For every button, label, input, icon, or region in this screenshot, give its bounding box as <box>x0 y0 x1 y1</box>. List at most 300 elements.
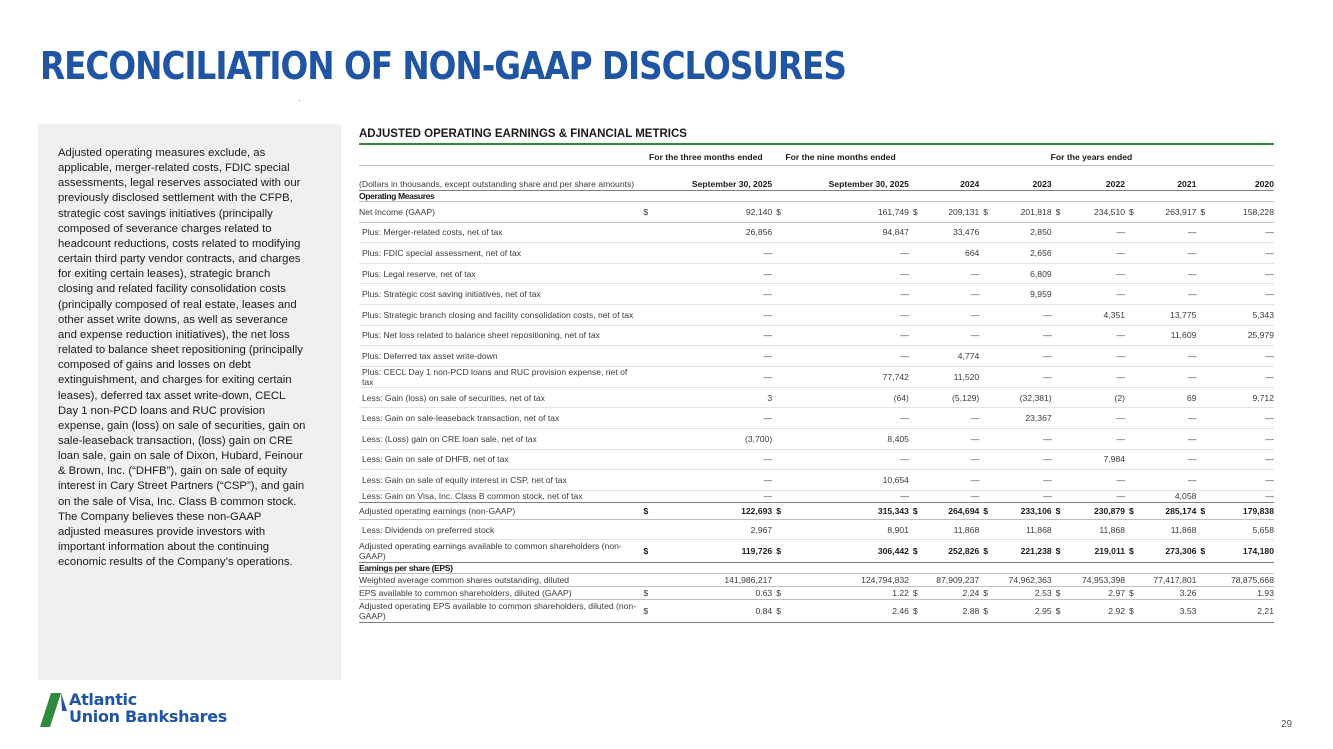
value-cell: — <box>1211 449 1274 470</box>
value-cell: 209,131 <box>924 202 979 223</box>
value-cell: — <box>924 490 979 502</box>
currency-symbol: $ <box>1052 540 1067 563</box>
currency-symbol <box>909 366 924 387</box>
currency-symbol <box>772 346 787 367</box>
table-row <box>359 202 1274 223</box>
value-cell: — <box>655 346 773 367</box>
value-cell: 11,868 <box>924 519 979 540</box>
table-row <box>359 325 1274 346</box>
value-cell: — <box>787 304 909 325</box>
value-cell: 69 <box>1140 387 1196 408</box>
value-cell: — <box>1211 408 1274 429</box>
value-cell: — <box>924 284 979 305</box>
column-header: 2023 <box>979 166 1051 191</box>
value-cell: — <box>1067 284 1125 305</box>
value-cell: 2,850 <box>994 222 1051 243</box>
currency-symbol: $ <box>979 540 994 563</box>
value-cell: 158,228 <box>1211 202 1274 223</box>
currency-symbol <box>772 408 787 429</box>
period-three-months: For the three months ended <box>639 148 772 166</box>
table-row <box>359 408 1274 429</box>
value-cell: (2) <box>1067 387 1125 408</box>
currency-symbol: $ <box>639 587 654 600</box>
currency-symbol <box>979 490 994 502</box>
value-cell: 78,875,668 <box>1211 574 1274 587</box>
currency-symbol <box>772 222 787 243</box>
table-row <box>359 449 1274 470</box>
row-label: Plus: Merger-related costs, net of tax <box>359 222 639 243</box>
currency-symbol: $ <box>909 587 924 600</box>
value-cell: 8,901 <box>787 519 909 540</box>
value-cell: 92,140 <box>655 202 773 223</box>
currency-symbol: $ <box>772 540 787 563</box>
currency-symbol: $ <box>909 202 924 223</box>
currency-symbol <box>1052 243 1067 264</box>
value-cell: (5,129) <box>924 387 979 408</box>
value-cell: — <box>655 408 773 429</box>
value-cell: — <box>1140 346 1196 367</box>
table-row <box>359 502 1274 519</box>
value-cell: 119,726 <box>655 540 773 563</box>
currency-symbol <box>909 428 924 449</box>
row-label: Adjusted operating EPS available to common shareholders, diluted (non-GAAP) <box>359 600 639 623</box>
row-label: Less: Gain (loss) on sale of securities, net of tax <box>359 387 639 408</box>
table-row <box>359 346 1274 367</box>
value-cell: — <box>1067 243 1125 264</box>
value-cell: 306,442 <box>787 540 909 563</box>
value-cell: — <box>924 428 979 449</box>
value-cell: 219,011 <box>1067 540 1125 563</box>
currency-symbol <box>1052 387 1067 408</box>
currency-symbol <box>772 304 787 325</box>
logo-line-2: Union Bankshares <box>69 707 228 726</box>
currency-symbol <box>639 449 654 470</box>
currency-symbol <box>772 490 787 502</box>
currency-symbol <box>639 243 654 264</box>
table-row <box>359 284 1274 305</box>
value-cell: 2,967 <box>655 519 773 540</box>
currency-symbol: $ <box>1196 540 1211 563</box>
value-cell: — <box>655 449 773 470</box>
currency-symbol <box>1125 387 1140 408</box>
currency-symbol: $ <box>772 202 787 223</box>
currency-symbol: $ <box>979 587 994 600</box>
value-cell: — <box>1067 366 1125 387</box>
currency-symbol <box>639 428 654 449</box>
value-cell: 23,367 <box>994 408 1051 429</box>
currency-symbol: $ <box>1125 600 1140 623</box>
currency-symbol <box>772 470 787 491</box>
currency-symbol <box>772 449 787 470</box>
currency-symbol: $ <box>909 600 924 623</box>
value-cell: — <box>1140 284 1196 305</box>
value-cell: 2,656 <box>994 243 1051 264</box>
currency-symbol <box>909 284 924 305</box>
value-cell: — <box>994 449 1051 470</box>
page-number: 29 <box>1281 719 1293 730</box>
currency-symbol <box>1125 428 1140 449</box>
table-row <box>359 490 1274 502</box>
currency-symbol: $ <box>1196 502 1211 519</box>
currency-symbol <box>772 243 787 264</box>
value-cell: 0.63 <box>655 587 773 600</box>
sidebar-note-panel <box>38 124 341 680</box>
currency-symbol <box>639 519 654 540</box>
row-label: Plus: Legal reserve, net of tax <box>359 263 639 284</box>
currency-symbol: $ <box>1125 587 1140 600</box>
row-label: Less: Gain on sale of DHFB, net of tax <box>359 449 639 470</box>
operating-measures-label: Operating Measures <box>359 191 1274 202</box>
currency-symbol <box>1052 449 1067 470</box>
currency-symbol <box>1052 304 1067 325</box>
value-cell: 2.97 <box>1067 587 1125 600</box>
currency-symbol <box>979 428 994 449</box>
value-cell: 124,794,832 <box>787 574 909 587</box>
currency-symbol <box>1125 519 1140 540</box>
value-cell: 234,510 <box>1067 202 1125 223</box>
row-label: Plus: Net loss related to balance sheet repositioning, net of tax <box>359 325 639 346</box>
value-cell: — <box>655 284 773 305</box>
currency-symbol <box>909 490 924 502</box>
column-header-row <box>359 166 1274 191</box>
value-cell: 13,775 <box>1140 304 1196 325</box>
eps-section-label: Earnings per share (EPS) <box>359 563 1274 574</box>
currency-symbol <box>909 243 924 264</box>
section-title: ADJUSTED OPERATING EARNINGS & FINANCIAL METRICS <box>359 128 687 140</box>
currency-symbol <box>1125 263 1140 284</box>
value-cell: — <box>994 428 1051 449</box>
currency-symbol <box>1196 284 1211 305</box>
value-cell: 9,959 <box>994 284 1051 305</box>
table-row <box>359 304 1274 325</box>
logo-line-1: Atlantic <box>69 690 137 709</box>
value-cell: — <box>1067 222 1125 243</box>
currency-symbol <box>909 387 924 408</box>
value-cell: 285,174 <box>1140 502 1196 519</box>
currency-symbol <box>1196 587 1211 600</box>
currency-symbol <box>909 470 924 491</box>
currency-symbol <box>1125 408 1140 429</box>
row-label: Plus: FDIC special assessment, net of tax <box>359 243 639 264</box>
value-cell: — <box>924 408 979 429</box>
currency-symbol <box>1052 263 1067 284</box>
value-cell: 0.84 <box>655 600 773 623</box>
value-cell: — <box>1211 263 1274 284</box>
currency-symbol <box>1052 428 1067 449</box>
currency-symbol <box>909 408 924 429</box>
currency-symbol <box>1196 366 1211 387</box>
currency-symbol <box>772 428 787 449</box>
value-cell: 230,879 <box>1067 502 1125 519</box>
value-cell: 11,868 <box>1140 519 1196 540</box>
currency-symbol: $ <box>1052 600 1067 623</box>
value-cell: 74,962,363 <box>994 574 1051 587</box>
value-cell: — <box>655 366 773 387</box>
currency-symbol <box>1125 574 1140 587</box>
value-cell: — <box>1211 284 1274 305</box>
value-cell: 11,520 <box>924 366 979 387</box>
currency-symbol <box>639 490 654 502</box>
currency-symbol <box>909 304 924 325</box>
currency-symbol: $ <box>772 600 787 623</box>
value-cell: — <box>1140 243 1196 264</box>
column-header: 2020 <box>1196 166 1274 191</box>
currency-symbol <box>1196 519 1211 540</box>
value-cell: 25,979 <box>1211 325 1274 346</box>
value-cell: — <box>655 263 773 284</box>
currency-symbol <box>979 243 994 264</box>
value-cell: (32,381) <box>994 387 1051 408</box>
currency-symbol: $ <box>772 502 787 519</box>
currency-symbol <box>772 325 787 346</box>
currency-symbol <box>1196 408 1211 429</box>
currency-symbol: $ <box>1125 540 1140 563</box>
eps-header-row <box>359 563 1274 574</box>
value-cell: — <box>924 325 979 346</box>
value-cell: 252,826 <box>924 540 979 563</box>
value-cell: 7,984 <box>1067 449 1125 470</box>
value-cell: — <box>1140 263 1196 284</box>
reconciliation-table <box>359 148 1274 623</box>
table-row <box>359 243 1274 264</box>
value-cell: — <box>994 366 1051 387</box>
currency-symbol: $ <box>1052 202 1067 223</box>
currency-symbol <box>909 325 924 346</box>
value-cell: 3.26 <box>1140 587 1196 600</box>
currency-symbol <box>772 519 787 540</box>
sidebar-note-text: Adjusted operating measures exclude, as applicable, merger-related costs, FDIC special assessments, legal reserves associated with our previously disclosed settlement with the CFPB, strategic cost savings initiatives (principally composed of severance charges related to headcount reductions, costs related to modifying certain third party vendor contracts, and charges for exiting certain leases), strategic branch closing and related facility consolidation costs (principally composed of real estate, leases and other asset write downs, as well as severance and expense reduction initiatives), the net loss related to balance sheet repositioning (principally composed of gains and losses on debt extinguishment, and charges for exiting certain leases), deferred tax asset write-down, CECL Day 1 non-PCD loans and RUC provision expense, gain (loss) on sale of securities, gain on sale-leaseback transaction, (loss) gain on CRE loan sale, gain on sale of Dixon, Hubard, Feinour & Brown, Inc. (“DHFB”), gain on sale of equity interest in Cary Street Partners (“CSP”), and gain on the sale of Visa, Inc. Class B common stock. The Company believes these non-GAAP adjusted measures provide investors with important information about the continuing economic results of the Company’s operations. <box>58 147 306 569</box>
value-cell: 201,818 <box>994 202 1051 223</box>
row-label: Plus: CECL Day 1 non-PCD loans and RUC provision expense, net of tax <box>359 366 639 387</box>
value-cell: 174,180 <box>1211 540 1274 563</box>
currency-symbol: $ <box>979 502 994 519</box>
value-cell: — <box>924 304 979 325</box>
eps-table-row <box>359 600 1274 623</box>
currency-symbol <box>1125 490 1140 502</box>
value-cell: 2.88 <box>924 600 979 623</box>
value-cell: 26,856 <box>655 222 773 243</box>
value-cell: 3.53 <box>1140 600 1196 623</box>
column-header: 2024 <box>909 166 979 191</box>
row-label: Plus: Strategic branch closing and facility consolidation costs, net of tax <box>359 304 639 325</box>
section-rule <box>359 143 1274 145</box>
row-label: Less: Gain on Visa, Inc. Class B common stock, net of tax <box>359 490 639 502</box>
row-label: Adjusted operating earnings available to common shareholders (non-GAAP) <box>359 540 639 563</box>
currency-symbol <box>979 519 994 540</box>
currency-symbol <box>1052 490 1067 502</box>
currency-symbol <box>639 408 654 429</box>
currency-symbol <box>909 449 924 470</box>
currency-symbol <box>909 346 924 367</box>
value-cell: — <box>1211 428 1274 449</box>
currency-symbol <box>1052 574 1067 587</box>
row-label: Less: Dividends on preferred stock <box>359 519 639 540</box>
currency-symbol: $ <box>979 202 994 223</box>
page-title: RECONCILIATION OF NON-GAAP DISCLOSURES <box>40 44 846 88</box>
value-cell: 6,809 <box>994 263 1051 284</box>
currency-symbol <box>1052 284 1067 305</box>
currency-symbol <box>1196 222 1211 243</box>
value-cell: — <box>1140 449 1196 470</box>
value-cell: — <box>655 325 773 346</box>
currency-symbol: $ <box>909 502 924 519</box>
currency-symbol <box>1196 346 1211 367</box>
value-cell: — <box>655 304 773 325</box>
currency-symbol <box>1196 470 1211 491</box>
value-cell: — <box>1067 346 1125 367</box>
table-row <box>359 222 1274 243</box>
eps-table-row <box>359 587 1274 600</box>
currency-symbol <box>639 470 654 491</box>
currency-symbol <box>772 366 787 387</box>
currency-symbol <box>909 222 924 243</box>
value-cell: — <box>1067 263 1125 284</box>
column-header: 2022 <box>1052 166 1125 191</box>
column-header: 2021 <box>1125 166 1196 191</box>
value-cell: — <box>1140 408 1196 429</box>
currency-symbol <box>1125 222 1140 243</box>
value-cell: — <box>1211 346 1274 367</box>
table-row <box>359 387 1274 408</box>
table-row <box>359 263 1274 284</box>
value-cell: — <box>1067 325 1125 346</box>
value-cell: — <box>994 490 1051 502</box>
value-cell: — <box>1211 243 1274 264</box>
row-label: Less: Gain on sale of equity interest in CSP, net of tax <box>359 470 639 491</box>
value-cell: 8,405 <box>787 428 909 449</box>
value-cell: — <box>1211 366 1274 387</box>
value-cell: — <box>655 490 773 502</box>
currency-symbol <box>639 574 654 587</box>
currency-symbol: $ <box>1052 502 1067 519</box>
value-cell: 141,986,217 <box>655 574 773 587</box>
value-cell: — <box>1067 470 1125 491</box>
value-cell: 2.21 <box>1211 600 1274 623</box>
currency-symbol: $ <box>1196 202 1211 223</box>
value-cell: 161,749 <box>787 202 909 223</box>
row-label: Net Income (GAAP) <box>359 202 639 223</box>
value-cell: — <box>994 304 1051 325</box>
currency-symbol: $ <box>1125 502 1140 519</box>
currency-symbol <box>1196 600 1211 623</box>
currency-symbol <box>1196 490 1211 502</box>
value-cell: — <box>1067 408 1125 429</box>
period-header-row <box>359 148 1274 166</box>
row-label: Plus: Strategic cost saving initiatives, net of tax <box>359 284 639 305</box>
logo-mark-icon <box>39 693 67 727</box>
value-cell: — <box>994 470 1051 491</box>
value-cell: 11,609 <box>1140 325 1196 346</box>
value-cell: — <box>1211 490 1274 502</box>
currency-symbol <box>639 284 654 305</box>
currency-symbol: $ <box>1125 202 1140 223</box>
value-cell: (3,700) <box>655 428 773 449</box>
value-cell: — <box>994 346 1051 367</box>
logo-text <box>69 691 227 725</box>
currency-symbol <box>1052 408 1067 429</box>
currency-symbol <box>1125 449 1140 470</box>
table-row <box>359 519 1274 540</box>
value-cell: — <box>787 325 909 346</box>
value-cell: — <box>924 449 979 470</box>
value-cell: (64) <box>787 387 909 408</box>
value-cell: 179,838 <box>1211 502 1274 519</box>
value-cell: 11,868 <box>1067 519 1125 540</box>
value-cell: — <box>924 470 979 491</box>
currency-symbol <box>979 284 994 305</box>
currency-symbol <box>1052 325 1067 346</box>
value-cell: 273,306 <box>1140 540 1196 563</box>
currency-symbol <box>639 387 654 408</box>
row-label: Less: (Loss) gain on CRE loan sale, net of tax <box>359 428 639 449</box>
value-cell: 664 <box>924 243 979 264</box>
currency-symbol <box>909 519 924 540</box>
currency-symbol <box>979 346 994 367</box>
value-cell: 1.93 <box>1211 587 1274 600</box>
row-label: EPS available to common shareholders, diluted (GAAP) <box>359 587 639 600</box>
value-cell: — <box>787 284 909 305</box>
currency-symbol <box>979 222 994 243</box>
value-cell: 74,953,398 <box>1067 574 1125 587</box>
value-cell: 10,654 <box>787 470 909 491</box>
currency-symbol <box>639 263 654 284</box>
value-cell: — <box>655 243 773 264</box>
currency-symbol <box>1052 470 1067 491</box>
currency-symbol: $ <box>639 540 654 563</box>
currency-symbol <box>979 470 994 491</box>
value-cell: — <box>787 263 909 284</box>
value-cell: 5,343 <box>1211 304 1274 325</box>
value-cell: — <box>1211 222 1274 243</box>
currency-symbol <box>1196 325 1211 346</box>
currency-symbol <box>1052 519 1067 540</box>
currency-symbol <box>1196 428 1211 449</box>
value-cell: 2.46 <box>787 600 909 623</box>
value-cell: 77,742 <box>787 366 909 387</box>
value-cell: — <box>655 470 773 491</box>
currency-symbol <box>772 574 787 587</box>
value-cell: — <box>1211 470 1274 491</box>
value-cell: 5,658 <box>1211 519 1274 540</box>
operating-measures-header-row <box>359 191 1274 202</box>
currency-symbol <box>909 574 924 587</box>
currency-symbol <box>909 263 924 284</box>
row-label: Weighted average common shares outstanding, diluted <box>359 574 639 587</box>
period-nine-months: For the nine months ended <box>772 148 909 166</box>
eps-table-row <box>359 574 1274 587</box>
currency-symbol <box>1125 366 1140 387</box>
currency-symbol <box>1196 243 1211 264</box>
value-cell: 233,106 <box>994 502 1051 519</box>
currency-symbol <box>772 387 787 408</box>
column-header: September 30, 2025 <box>639 166 772 191</box>
currency-symbol <box>1052 346 1067 367</box>
value-cell: 263,917 <box>1140 202 1196 223</box>
value-cell: 2.53 <box>994 587 1051 600</box>
currency-symbol <box>979 304 994 325</box>
currency-symbol <box>979 366 994 387</box>
currency-symbol <box>1125 325 1140 346</box>
value-cell: 11,868 <box>994 519 1051 540</box>
currency-symbol <box>979 574 994 587</box>
column-header: September 30, 2025 <box>772 166 909 191</box>
currency-symbol: $ <box>639 502 654 519</box>
currency-symbol <box>1052 222 1067 243</box>
currency-symbol <box>772 263 787 284</box>
value-cell: — <box>1067 490 1125 502</box>
column-header-label: (Dollars in thousands, except outstanding share and per share amounts) <box>359 166 639 191</box>
currency-symbol <box>639 325 654 346</box>
